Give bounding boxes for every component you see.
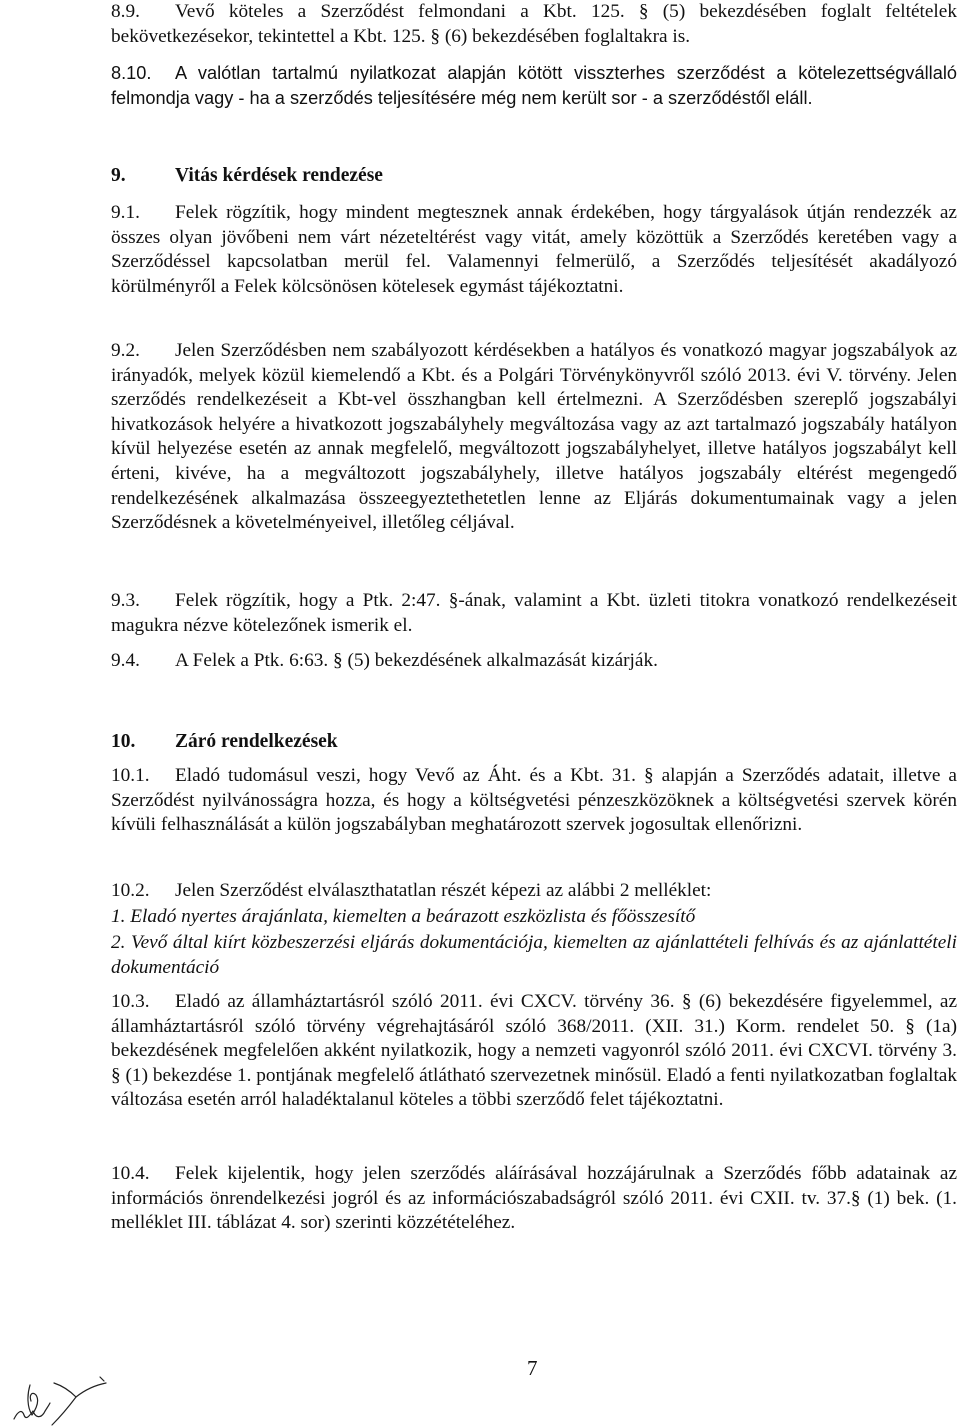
paragraph-text: A Felek a Ptk. 6:63. § (5) bekezdésének alkalmazását kizárják. bbox=[175, 650, 658, 671]
paragraph-text: Felek rögzítik, hogy mindent megtesznek annak érdekében, hogy tárgyalások útján rendezzék az összes olyan jövőbeni nem várt nézeteltérést vagy vitát, amely közöttük a Szerződés keretében vagy a Szerződéssel kapcsolatban merül fel. Valamennyi felmerülő, a Szerződés teljesítését akadályozó körülményről a Felek kölcsönösen kötelesek egymást tájékoztatni. bbox=[111, 202, 957, 297]
paragraph-text: Felek kijelentik, hogy jelen szerződés aláírásával hozzájárulnak a Szerződés főbb adatainak az információs önrendelkezési jogról és az információszabadságról szóló 2011. évi CXII. tv. 37.§ (1) bek. (1. melléklet III. táblázat 4. sor) szerinti közzétételéhez. bbox=[111, 1163, 957, 1234]
paragraph-number: 10.2. bbox=[111, 880, 150, 901]
paragraph-number: 10.3. bbox=[111, 991, 150, 1012]
paragraph-number: 9.4. bbox=[111, 650, 140, 671]
paragraph-10-1 bbox=[111, 764, 957, 838]
annex-item-2 bbox=[111, 931, 957, 980]
paragraph-number: 9.2. bbox=[111, 340, 140, 361]
paragraph-text: Eladó az államháztartásról szóló 2011. évi CXCV. törvény 36. § (6) bekezdésére figyelemmel, az államháztartásról szóló törvény végrehajtásáról szóló 368/2011. (XII. 31.) Korm. rendelet 50. § (1a) bekezdésének megfelelően akként nyilatkozik, hogy a nemzeti vagyonról szóló 2011. évi CXCVI. törvény 3. § (1) bekezdése 1. pontjának megfelelő átlátható szervezetnek minősül. Eladó a fenti nyilatkozatban foglaltak változása esetén arról haladéktalanul köteles a többi szerződő felet tájékoztatni. bbox=[111, 991, 957, 1111]
page-number: 7 bbox=[527, 1356, 538, 1380]
paragraph-number: 9.3. bbox=[111, 590, 140, 611]
paragraph-text: A valótlan tartalmú nyilatkozat alapján kötött visszterhes szerződést a kötelezettségvállaló felmondja vagy - ha a szerződés teljesítésére még nem került sor - a szerződéstől eláll. bbox=[111, 63, 957, 108]
paragraph-number: 10.1. bbox=[111, 765, 150, 786]
paragraph-10-2 bbox=[111, 879, 957, 904]
paragraph-number: 8.10. bbox=[111, 63, 152, 83]
section-number: 10. bbox=[111, 731, 136, 752]
handwritten-signature bbox=[0, 1375, 160, 1426]
section-title: Záró rendelkezések bbox=[175, 731, 338, 752]
paragraph-10-4 bbox=[111, 1162, 957, 1236]
annex-item-text: 1. Eladó nyertes árajánlata, kiemelten a beárazott eszközlista és főösszesítő bbox=[111, 906, 696, 927]
section-heading-9 bbox=[111, 164, 383, 188]
paragraph-9-4 bbox=[111, 649, 957, 674]
paragraph-9-1 bbox=[111, 201, 957, 299]
paragraph-9-2 bbox=[111, 339, 957, 536]
paragraph-8-10 bbox=[111, 61, 957, 110]
section-title: Vitás kérdések rendezése bbox=[175, 165, 383, 186]
paragraph-number: 8.9. bbox=[111, 1, 140, 22]
paragraph-text: Felek rögzítik, hogy a Ptk. 2:47. §-ának, valamint a Kbt. üzleti titokra vonatkozó rendelkezéseit magukra nézve kötelezőnek ismerik el. bbox=[111, 590, 957, 636]
paragraph-text: Eladó tudomásul veszi, hogy Vevő az Áht. és a Kbt. 31. § alapján a Szerződés adatait, illetve a Szerződést nyilvánosságra hozza, és hogy a költségvetési pénzeszközöknek a költségvetési szervek körén kívüli felhasználását a külön jogszabályban meghatározott szervek jogosultak ellenőrizni. bbox=[111, 765, 957, 836]
annex-item-text: 2. Vevő által kiírt közbeszerzési eljárás dokumentációja, kiemelten az ajánlattételi felhívás és az ajánlattételi dokumentáció bbox=[111, 932, 957, 978]
paragraph-text: Jelen Szerződést elválaszthatatlan részét képezi az alábbi 2 melléklet: bbox=[175, 880, 712, 901]
section-heading-10 bbox=[111, 730, 338, 754]
section-number: 9. bbox=[111, 165, 126, 186]
annex-item-1 bbox=[111, 905, 957, 930]
paragraph-8-9 bbox=[111, 0, 957, 49]
paragraph-text: Vevő köteles a Szerződést felmondani a Kbt. 125. § (5) bekezdésében foglalt feltételek bekövetkezésekor, tekintettel a Kbt. 125. § (6) bekezdésében foglaltakra is. bbox=[111, 1, 957, 47]
paragraph-10-3 bbox=[111, 990, 957, 1113]
paragraph-9-3 bbox=[111, 589, 957, 638]
paragraph-number: 10.4. bbox=[111, 1163, 150, 1184]
paragraph-text: Jelen Szerződésben nem szabályozott kérdésekben a hatályos és vonatkozó magyar jogszabályok az irányadók, melyek közül kiemelendő a Kbt. és a Polgári Törvénykönyvről szóló 2013. évi V. törvény. Jelen szerződés rendelkezéseit a Kbt-vel összhangban kell értelmezni. A Szerződésben szereplő jogszabályi hivatkozások helyére a hivatkozott jogszabályhely megváltozása vagy az azt tartalmazó jogszabály hatályon kívül helyezése esetén az annak megfelelő, megváltozott jogszabályhelyet, illetve hatályos jogszabályt kell érteni, kivéve, ha a megváltozott jogszabályhely, illetve hatályos jogszabály eltérést megengedő rendelkezésének alkalmazása összeegyeztethetetlen lenne az Eljárás dokumentumainak vagy a jelen Szerződésnek a követelményeivel, illetőleg céljával. bbox=[111, 340, 957, 534]
paragraph-number: 9.1. bbox=[111, 202, 140, 223]
